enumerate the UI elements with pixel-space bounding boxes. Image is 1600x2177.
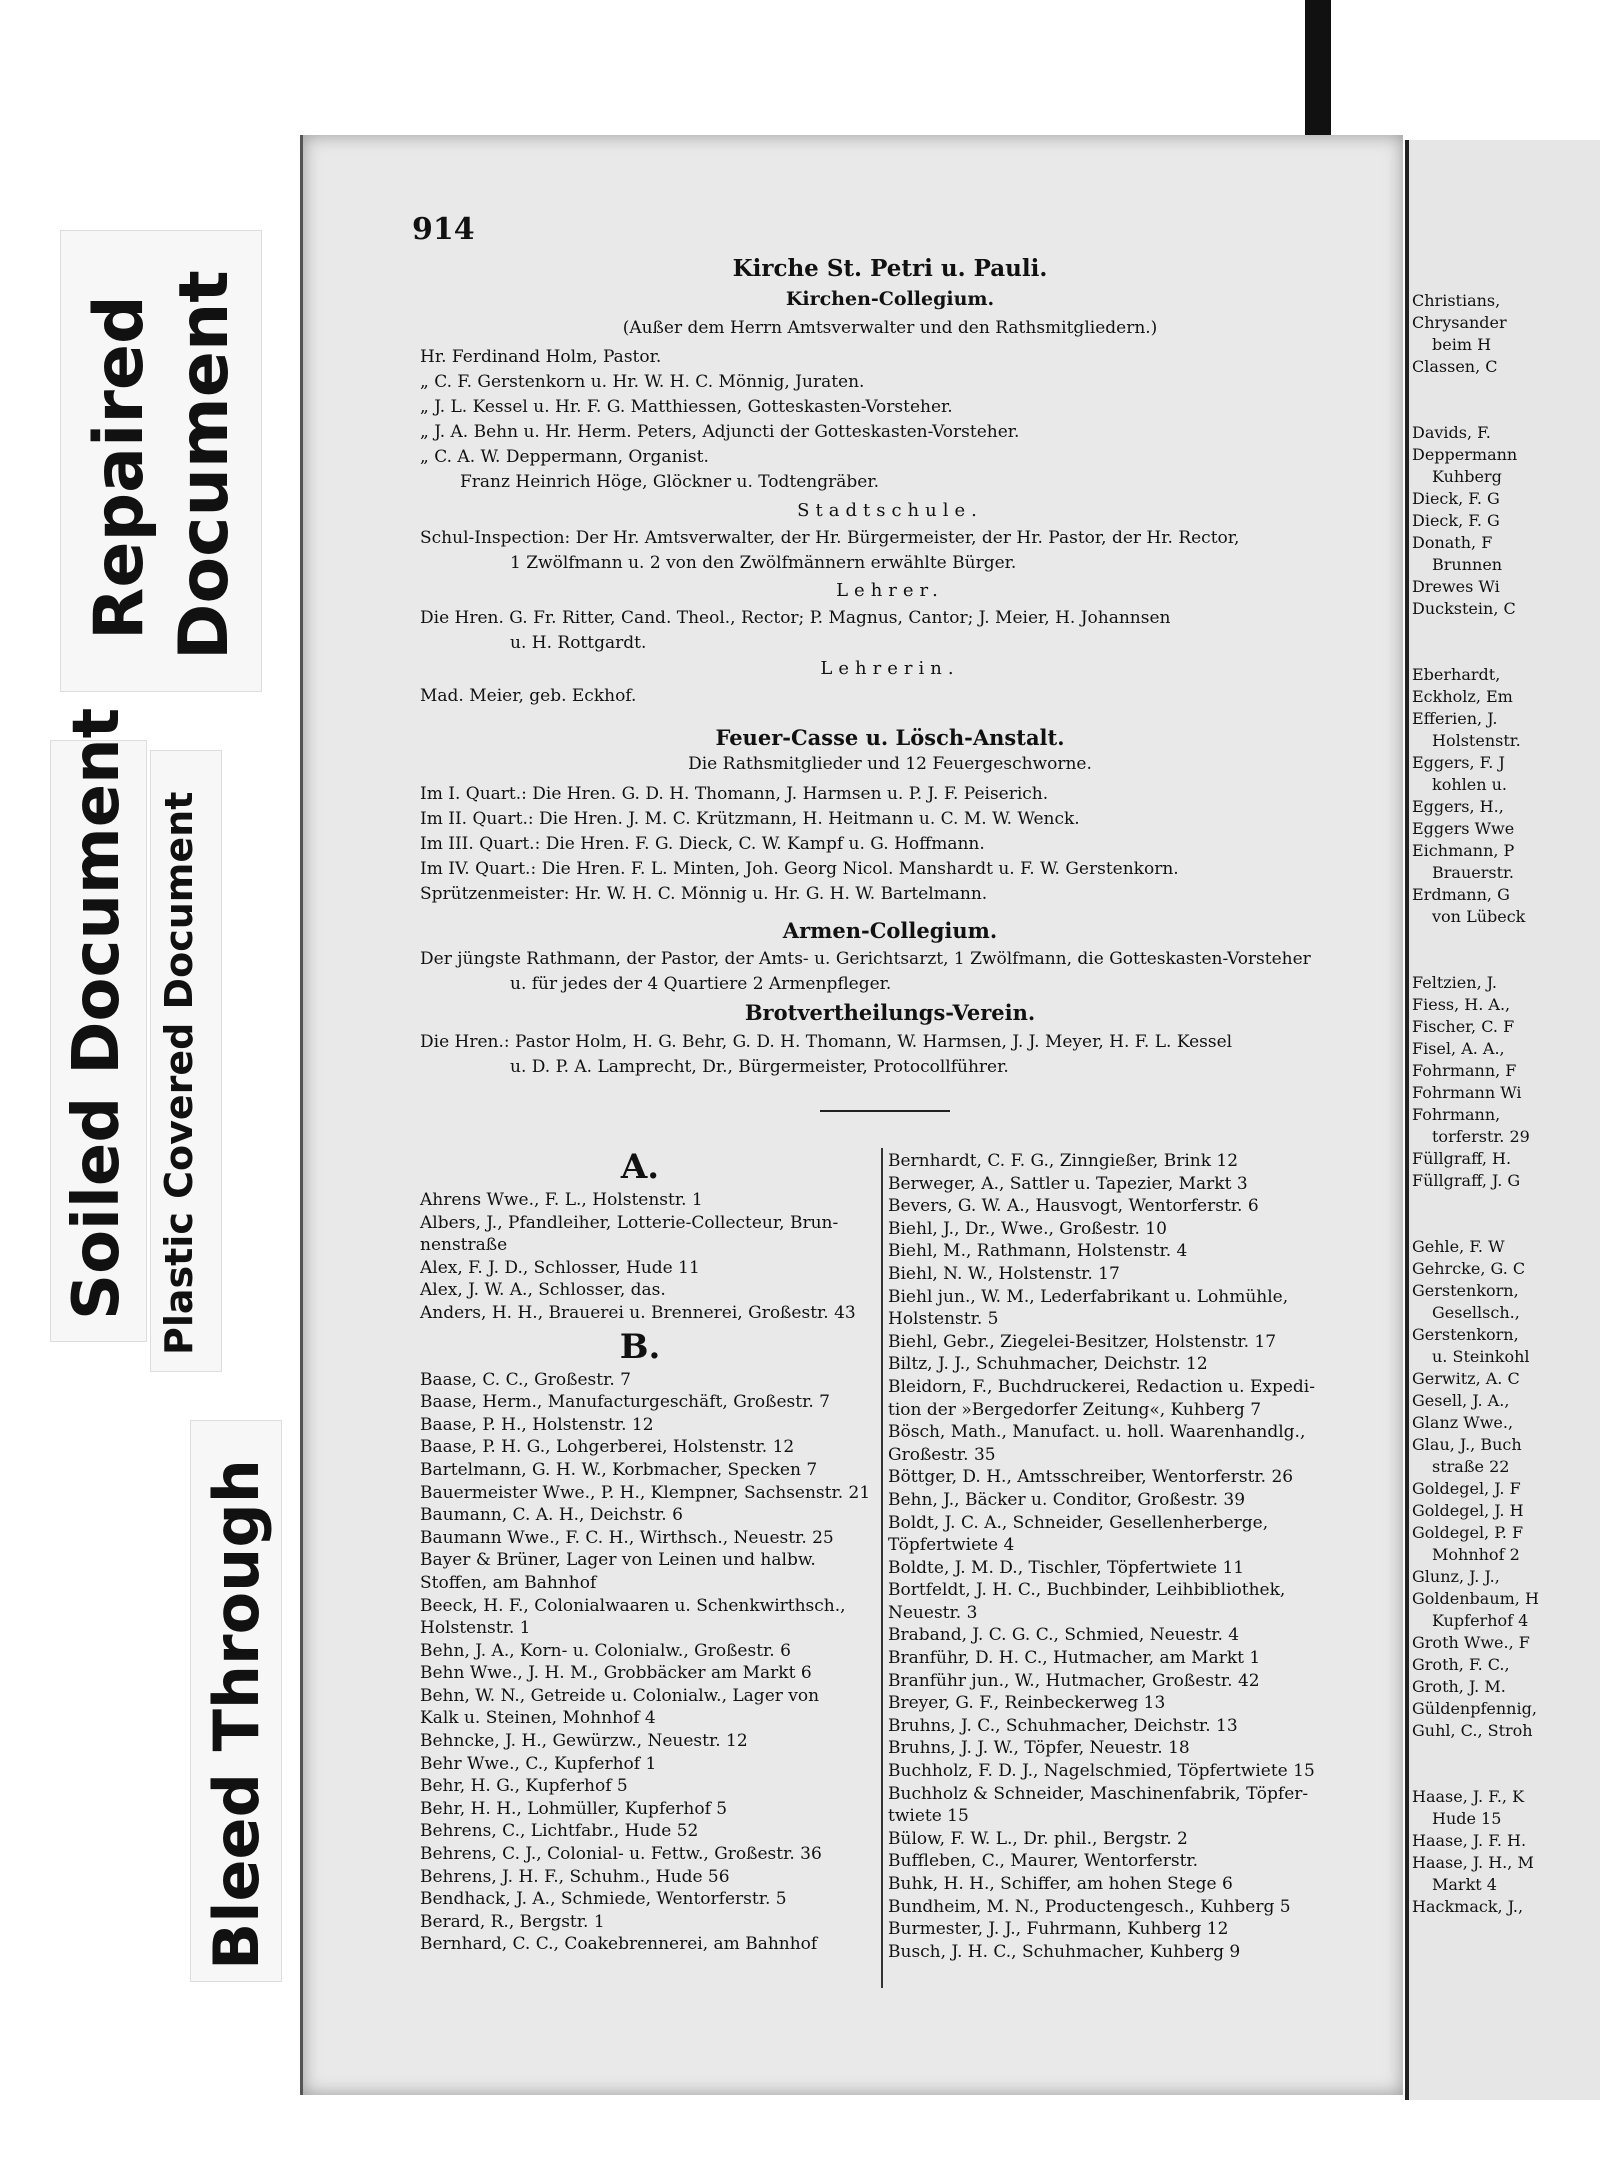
list-item: Brunnen (1432, 555, 1503, 574)
list-item: Fohrmann, F (1412, 1061, 1517, 1080)
list-item: Behr, H. H., Lohmüller, Kupferhof 5 (420, 1798, 728, 1819)
list-item: Biehl, J., Dr., Wwe., Großestr. 10 (888, 1218, 1167, 1239)
list-item: Bülow, F. W. L., Dr. phil., Bergstr. 2 (888, 1828, 1188, 1849)
list-item: Breyer, G. F., Reinbeckerweg 13 (888, 1693, 1166, 1714)
lehrerin-list (420, 684, 1350, 709)
list-item: Glunz, J. J., (1412, 1567, 1500, 1586)
list-item: Donath, F (1412, 533, 1493, 552)
lehrer-line: u. H. Rottgardt. (510, 633, 647, 653)
list-item: Baase, P. H. G., Lohgerberei, Holstenstr. 12 (420, 1437, 795, 1458)
letter-a-heading: A. (620, 1147, 660, 1187)
list-item: Kuhberg (1432, 467, 1502, 486)
list-item: Bortfeldt, J. H. C., Buchbinder, Leihbibliothek, (888, 1580, 1286, 1601)
brot-title: Brotvertheilungs-Verein. (744, 1000, 1036, 1025)
list-item: Gesellsch., (1432, 1303, 1520, 1322)
list-item: Beeck, H. F., Colonialwaaren u. Schenkwirthsch., (420, 1595, 846, 1616)
list-item: Bauermeister Wwe., P. H., Klempner, Sachsenstr. 21 (420, 1482, 871, 1503)
list-item: Duckstein, C (1412, 599, 1516, 618)
list-item: Biehl, M., Rathmann, Holstenstr. 4 (888, 1241, 1188, 1262)
list-item: Gehle, F. W (1412, 1237, 1505, 1256)
list-item: torferstr. 29 (1432, 1127, 1530, 1146)
list-item: beim H (1432, 335, 1492, 354)
kirchen-list (420, 345, 1350, 495)
list-item: Classen, C (1412, 357, 1498, 376)
list-item: Biehl, N. W., Holstenstr. 17 (888, 1263, 1120, 1284)
list-item: Gerstenkorn, (1412, 1325, 1519, 1344)
list-item: Busch, J. H. C., Schuhmacher, Kuhberg 9 (888, 1941, 1241, 1962)
list-item: Baase, P. H., Holstenstr. 12 (420, 1414, 654, 1435)
list-item: Behn Wwe., J. H. M., Grobbäcker am Markt 6 (420, 1663, 812, 1684)
list-item: Fohrmann, (1412, 1105, 1501, 1124)
list-item: Fohrmann Wi (1412, 1083, 1522, 1102)
repaired-label-line2: Document (165, 270, 244, 660)
list-item: Goldegel, P. F (1412, 1523, 1524, 1542)
list-item: Behrens, J. H. F., Schuhm., Hude 56 (420, 1866, 730, 1887)
list-item: Bruhns, J. J. W., Töpfer, Neuestr. 18 (888, 1738, 1190, 1759)
stadtschule-title: Stadtschule. (797, 500, 983, 521)
kirchen-line: Franz Heinrich Höge, Glöckner u. Todtengräber. (460, 472, 879, 492)
lehrer-list (420, 606, 1350, 656)
list-item: Buhk, H. H., Schiffer, am hohen Stege 6 (888, 1874, 1233, 1894)
column-divider (881, 1148, 883, 1988)
list-item: Guhl, C., Stroh (1412, 1721, 1533, 1740)
armen-line: u. für jedes der 4 Quartiere 2 Armenpfleger. (510, 974, 892, 994)
list-item: Groth Wwe., F (1412, 1633, 1530, 1652)
list-item: Branführ jun., W., Hutmacher, Großestr. 42 (888, 1670, 1260, 1691)
list-item: Kupferhof 4 (1432, 1611, 1529, 1630)
list-item: Eichmann, P (1412, 841, 1515, 860)
list-item: straße 22 (1432, 1457, 1510, 1476)
schul-line: Schul-Inspection: Der Hr. Amtsverwalter, der Hr. Bürgermeister, der Hr. Pastor, der Hr. Rector, (420, 528, 1240, 548)
schul-line: 1 Zwölfmann u. 2 von den Zwölfmännern erwählte Bürger. (510, 553, 1017, 573)
list-item: Holstenstr. (1432, 731, 1521, 750)
armen-title: Armen-Collegium. (782, 918, 998, 943)
bleed-label: Bleed Through (200, 1459, 273, 1970)
list-item: Haase, J. F., K (1412, 1787, 1525, 1806)
list-item: Holstenstr. 5 (888, 1309, 999, 1330)
list-item: tion der »Bergedorfer Zeitung«, Kuhberg 7 (888, 1399, 1262, 1420)
armen-line: Der jüngste Rathmann, der Pastor, der Amts- u. Gerichtsarzt, 1 Zwölfmann, die Gotteskasten-Vorsteher (420, 949, 1311, 969)
list-item: Gerstenkorn, (1412, 1281, 1519, 1300)
list-item: Kalk u. Steinen, Mohnhof 4 (420, 1708, 656, 1729)
list-item: Behrens, C. J., Colonial- u. Fettw., Großestr. 36 (420, 1844, 822, 1865)
list-item: Biehl, Gebr., Ziegelei-Besitzer, Holstenstr. 17 (888, 1331, 1277, 1352)
feuer-line: Im IV. Quart.: Die Hren. F. L. Minten, Joh. Georg Nicol. Manshardt u. F. W. Gerstenkorn. (420, 859, 1179, 879)
list-item: Fischer, C. F (1412, 1017, 1515, 1036)
list-item: Mohnhof 2 (1432, 1545, 1520, 1564)
page-number: 914 (412, 212, 475, 247)
list-item: Baase, Herm., Manufacturgeschäft, Großestr. 7 (420, 1392, 830, 1413)
feuer-line: Sprützenmeister: Hr. W. H. C. Mönnig u. Hr. G. H. W. Bartelmann. (420, 884, 988, 904)
list-item: Erdmann, G (1412, 885, 1510, 904)
list-item: nenstraße (420, 1235, 508, 1256)
feuer-list (420, 782, 1350, 907)
list-item: Glanz Wwe., (1412, 1413, 1514, 1432)
lehrer-title: Lehrer. (836, 580, 944, 601)
brot-line: u. D. P. A. Lamprecht, Dr., Bürgermeister, Protocollführer. (510, 1057, 1009, 1077)
list-item: Berweger, A., Sattler u. Tapezier, Markt 3 (888, 1173, 1248, 1194)
list-item: Gehrcke, G. C (1412, 1259, 1526, 1278)
list-item: Groth, J. M. (1412, 1677, 1506, 1696)
list-item: Eggers, H., (1412, 797, 1504, 816)
directory-left-column (420, 1145, 871, 1956)
list-item: Großestr. 35 (888, 1444, 996, 1465)
list-item: Bleidorn, F., Buchdruckerei, Redaction u. Expedi- (888, 1376, 1315, 1397)
list-item: Güldenpfennig, (1412, 1699, 1537, 1718)
list-item: Braband, J. C. G. C., Schmied, Neuestr. 4 (888, 1625, 1240, 1646)
section-divider (820, 1110, 950, 1112)
list-item: Biehl jun., W. M., Lederfabrikant u. Lohmühle, (888, 1286, 1289, 1307)
list-item: Gerwitz, A. C (1412, 1369, 1520, 1388)
schul-inspection (420, 526, 1350, 576)
list-item: Buchholz, F. D. J., Nagelschmied, Töpfertwiete 15 (888, 1761, 1315, 1782)
list-item: Alex, F. J. D., Schlosser, Hude 11 (420, 1257, 700, 1278)
list-item: Branführ, D. H. C., Hutmacher, am Markt 1 (888, 1648, 1261, 1669)
letter-b-heading: B. (619, 1326, 661, 1367)
list-item: Hackmack, J., (1412, 1897, 1524, 1916)
list-item: Behr Wwe., C., Kupferhof 1 (420, 1753, 657, 1774)
lehrerin-line: Mad. Meier, geb. Eckhof. (420, 686, 637, 706)
list-item: Markt 4 (1432, 1875, 1497, 1894)
list-item: Bruhns, J. C., Schuhmacher, Deichstr. 13 (888, 1715, 1238, 1736)
list-item: Neuestr. 3 (888, 1602, 978, 1623)
list-item: Goldenbaum, H (1412, 1589, 1539, 1608)
brot-line: Die Hren.: Pastor Holm, H. G. Behr, G. D. H. Thomann, W. Harmsen, J. J. Meyer, H. F. L. Kessel (420, 1032, 1233, 1052)
list-item: von Lübeck (1432, 907, 1526, 926)
list-item: Haase, J. F. H. (1412, 1831, 1527, 1850)
list-item: Boldte, J. M. D., Tischler, Töpfertwiete 11 (888, 1557, 1245, 1578)
list-item: Behn, W. N., Getreide u. Colonialw., Lager von (420, 1685, 820, 1706)
kirchen-line: „ C. A. W. Deppermann, Organist. (420, 447, 709, 467)
list-item: Behncke, J. H., Gewürzw., Neuestr. 12 (420, 1731, 748, 1752)
list-item: Baumann, C. A. H., Deichstr. 6 (420, 1505, 683, 1526)
list-item: Berard, R., Bergstr. 1 (420, 1911, 605, 1932)
kirchen-line: „ C. F. Gerstenkorn u. Hr. W. H. C. Mönnig, Juraten. (420, 372, 865, 392)
sidebar (0, 0, 300, 2177)
kirchen-title: Kirchen-Collegium. (785, 288, 995, 310)
list-item: Eggers Wwe (1412, 819, 1515, 838)
plastic-label: Plastic Covered Document (157, 791, 201, 1355)
list-item: Groth, F. C., (1412, 1655, 1510, 1674)
soiled-label: Soiled Document (60, 707, 134, 1320)
feuer-line: Im II. Quart.: Die Hren. J. M. C. Krützmann, H. Heitmann u. C. M. W. Wenck. (420, 809, 1080, 829)
list-item: Burmester, J. J., Fuhrmann, Kuhberg 12 (888, 1919, 1229, 1940)
list-item: Feltzien, J. (1412, 973, 1497, 992)
kirchen-subtitle: (Außer dem Herrn Amtsverwalter und den Rathsmitgliedern.) (622, 318, 1158, 338)
feuer-line: Im III. Quart.: Die Hren. F. G. Dieck, C. W. Kampf u. G. Hoffmann. (420, 834, 985, 854)
list-item: Brauerstr. (1432, 863, 1514, 882)
list-item: u. Steinkohl (1432, 1347, 1530, 1366)
list-item: Bendhack, J. A., Schmiede, Wentorferstr. 5 (420, 1889, 787, 1910)
list-item: Eggers, F. J (1412, 753, 1505, 772)
list-item: Goldegel, J. H (1412, 1501, 1524, 1520)
list-item: Gesell, J. A., (1412, 1391, 1510, 1410)
list-item: Deppermann (1412, 445, 1518, 464)
repaired-label-line1: Repaired (80, 295, 159, 640)
list-item: Buchholz & Schneider, Maschinenfabrik, Töpfer- (888, 1783, 1309, 1804)
list-item: Behrens, C., Lichtfabr., Hude 52 (420, 1821, 699, 1842)
feuer-title: Feuer-Casse u. Lösch-Anstalt. (715, 725, 1065, 750)
kirchen-line: „ J. L. Kessel u. Hr. F. G. Matthiessen, Gotteskasten-Vorsteher. (420, 397, 953, 417)
church-heading: Kirche St. Petri u. Pauli. (732, 255, 1048, 282)
list-item: Füllgraff, H. (1412, 1149, 1512, 1168)
list-item: Bevers, G. W. A., Hausvogt, Wentorferstr. 6 (888, 1196, 1259, 1217)
list-item: Haase, J. H., M (1412, 1853, 1534, 1872)
list-item: Bayer & Brüner, Lager von Leinen und halbw. (420, 1550, 816, 1571)
list-item: Chrysander (1412, 313, 1507, 332)
list-item: twiete 15 (888, 1806, 969, 1827)
list-item: Fisel, A. A., (1412, 1039, 1505, 1058)
list-item: Holstenstr. 1 (420, 1618, 531, 1639)
lehrerin-title: Lehrerin. (820, 658, 960, 679)
list-item: Dieck, F. G (1412, 511, 1500, 530)
list-item: Stoffen, am Bahnhof (420, 1572, 597, 1593)
list-item: Fiess, H. A., (1412, 995, 1511, 1014)
list-item: Albers, J., Pfandleiher, Lotterie-Collecteur, Brun- (420, 1212, 839, 1233)
list-item: Eberhardt, (1412, 665, 1501, 684)
directory-right-column (888, 1150, 1358, 1963)
list-item: Buffleben, C., Maurer, Wentorferstr. (888, 1851, 1199, 1872)
list-item: Anders, H. H., Brauerei u. Brennerei, Großestr. 43 (420, 1302, 856, 1323)
list-item: Behn, J., Bäcker u. Conditor, Großestr. 39 (888, 1489, 1246, 1510)
list-item: Bernhardt, C. F. G., Zinngießer, Brink 12 (888, 1151, 1239, 1171)
list-item: Efferien, J. (1412, 709, 1498, 728)
brot-list (420, 1030, 1350, 1080)
list-item: Christians, (1412, 291, 1501, 310)
list-item: Behr, H. G., Kupferhof 5 (420, 1776, 628, 1797)
feuer-subtitle: Die Rathsmitglieder und 12 Feuergeschworne. (688, 754, 1092, 774)
feuer-line: Im I. Quart.: Die Hren. G. D. H. Thomann, J. Harmsen u. P. J. F. Peiserich. (420, 784, 1049, 804)
list-item: Töpfertwiete 4 (888, 1535, 1015, 1556)
kirchen-line: „ J. A. Behn u. Hr. Herm. Peters, Adjuncti der Gotteskasten-Vorsteher. (420, 422, 1020, 442)
list-item: Behn, J. A., Korn- u. Colonialw., Großestr. 6 (420, 1640, 791, 1661)
list-item: Füllgraff, J. G (1412, 1171, 1521, 1190)
kirchen-line: Hr. Ferdinand Holm, Pastor. (420, 347, 662, 367)
binding-edge (1305, 0, 1331, 150)
list-item: Dieck, F. G (1412, 489, 1500, 508)
list-item: Alex, J. W. A., Schlosser, das. (420, 1280, 666, 1301)
list-item: Hude 15 (1432, 1809, 1502, 1828)
list-item: Boldt, J. C. A., Schneider, Gesellenherberge, (888, 1512, 1269, 1533)
list-item: kohlen u. (1432, 775, 1507, 794)
list-item: Bösch, Math., Manufact. u. holl. Waarenhandlg., (888, 1422, 1306, 1443)
list-item: Ahrens Wwe., F. L., Holstenstr. 1 (420, 1190, 703, 1210)
list-item: Böttger, D. H., Amtsschreiber, Wentorferstr. 26 (888, 1467, 1294, 1488)
list-item: Baase, C. C., Großestr. 7 (420, 1369, 631, 1390)
list-item: Drewes Wi (1412, 577, 1500, 596)
list-item: Bernhard, C. C., Coakebrennerei, am Bahnhof (420, 1934, 818, 1955)
armen-list (420, 947, 1350, 997)
list-item: Baumann Wwe., F. C. H., Wirthsch., Neuestr. 25 (420, 1527, 834, 1548)
list-item: Eckholz, Em (1412, 687, 1513, 706)
list-item: Davids, F. (1412, 423, 1491, 442)
list-item: Glau, J., Buch (1412, 1435, 1522, 1454)
lehrer-line: Die Hren. G. Fr. Ritter, Cand. Theol., Rector; P. Magnus, Cantor; J. Meier, H. Johannsen (420, 608, 1171, 628)
list-item: Bundheim, M. N., Productengesch., Kuhberg 5 (888, 1896, 1291, 1917)
list-item: Biltz, J. J., Schuhmacher, Deichstr. 12 (888, 1354, 1208, 1375)
list-item: Goldegel, J. F (1412, 1479, 1521, 1498)
next-page-column (1412, 290, 1600, 1918)
list-item: Bartelmann, G. H. W., Korbmacher, Specken 7 (420, 1459, 818, 1480)
